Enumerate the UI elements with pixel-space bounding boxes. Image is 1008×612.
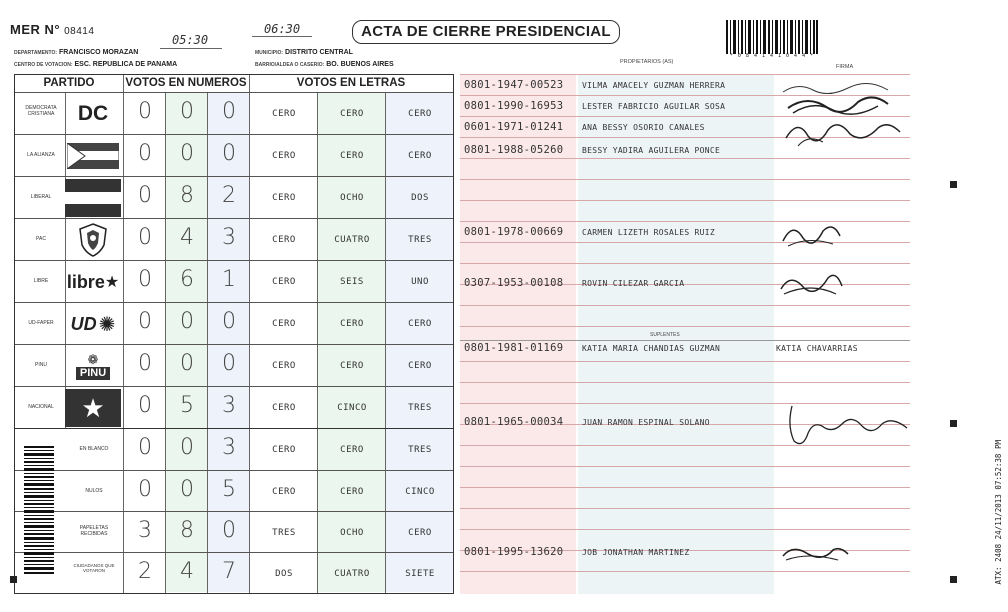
close-time-line (252, 36, 312, 37)
dc-logo: DC (77, 102, 109, 125)
libre-logo: libre ★ (66, 271, 120, 292)
member-dni: 0307-1953-00108 (464, 277, 564, 289)
members-table (460, 74, 910, 594)
table-row: PAC 0 4 3 CERO CUATRO TRES (15, 218, 453, 260)
table-row: LA ALIANZA 0 0 0 CERO CERO CERO (15, 134, 453, 176)
member-dni: 0801-1995-13620 (464, 546, 564, 558)
centro-row: CENTRO DE VOTACION: ESC. REPUBLICA DE PANAMA (14, 61, 178, 68)
member-dni: 0601-1971-01241 (464, 121, 564, 133)
corner-marker (10, 576, 17, 583)
open-time: 05:30 (172, 33, 209, 47)
timestamp-stamp: ATX: 2408 24/11/2013 07:52:38 PM (994, 440, 1003, 585)
table-row: CIUDADANOS QUE VOTARON 2 4 7 DOS CUATRO SIETE (15, 552, 453, 593)
member-dni: 0801-1981-01169 (464, 342, 564, 354)
mer-number: 08414 (64, 26, 95, 37)
municipio-row: MUNICIPIO: DISTRITO CENTRAL (255, 49, 353, 56)
barrio-row: BARRIO/ALDEA O CASERIO: BO. BUENOS AIRES (255, 61, 394, 68)
signature-scribble (782, 396, 912, 454)
table-row: DEMOCRATA CRISTIANA DC 0 0 0 CERO CERO CERO (15, 92, 453, 134)
table-row: NACIONAL ★ 0 5 3 CERO CINCO TRES (15, 386, 453, 428)
member-name: VILMA AMACELY GUZMAN HERRERA (582, 81, 726, 90)
member-dni: 0801-1965-00034 (464, 416, 564, 428)
table-row: LIBERAL 0 8 2 CERO OCHO DOS (15, 176, 453, 218)
signature-scribble (778, 216, 848, 256)
member-dni: 0801-1947-00523 (464, 79, 564, 91)
side-barcode (24, 446, 54, 576)
votes-table (14, 74, 454, 594)
pinu-logo: ❁ PINU (65, 347, 121, 385)
header-letras: VOTOS EN LETRAS (296, 77, 406, 89)
close-time: 06:30 (264, 22, 301, 36)
corner-marker (950, 181, 957, 188)
member-dni: 0801-1988-05260 (464, 144, 564, 156)
member-name: KATIA MARIA CHANDIAS GUZMAN (582, 344, 721, 353)
member-name: ROVIN CILEZAR GARCIA (582, 279, 685, 288)
table-row: EN BLANCO 0 0 3 CERO CERO TRES (15, 428, 453, 470)
open-time-line (160, 48, 222, 49)
suplente-sig-text: KATIA CHAVARRIAS (776, 344, 858, 353)
liberal-flag-icon (65, 179, 121, 217)
member-dni: 0801-1990-16953 (464, 100, 564, 112)
corner-marker (950, 420, 957, 427)
member-name: BESSY YADIRA AGUILERA PONCE (582, 146, 721, 155)
departamento-row: DEPARTAMENTO: FRANCISCO MORAZAN (14, 49, 139, 56)
barcode (726, 20, 818, 54)
propietarios-label: PROPIETARIOS (AS) (620, 59, 674, 65)
table-row: UD-FAPER UD ✺ 0 0 0 CERO CERO CERO (15, 302, 453, 344)
signature-scribble (776, 264, 846, 304)
header-numeros: VOTOS EN NUMEROS (125, 77, 247, 89)
ud-logo: UD ✺ (70, 313, 116, 336)
nacional-star-icon: ★ (65, 389, 121, 427)
suplentes-label: SUPLENTES (650, 332, 680, 338)
alianza-flag-icon (65, 141, 121, 171)
signature-scribble (778, 540, 858, 568)
table-row: PAPELETAS RECIBIDAS 3 8 0 TRES OCHO CERO (15, 511, 453, 552)
corner-marker (950, 576, 957, 583)
firma-label: FIRMA (836, 64, 854, 70)
header-partido: PARTIDO (43, 77, 95, 89)
barcode-number: * 0 8 4 1 4 1 0 4 4 * (729, 53, 815, 59)
table-row: LIBRE libre ★ 0 6 1 CERO SEIS UNO (15, 260, 453, 302)
member-name: JOB JONATHAN MARTINEZ (582, 548, 690, 557)
page-title: ACTA DE CIERRE PRESIDENCIAL (352, 20, 620, 44)
table-row: PINU ❁ PINU 0 0 0 CERO CERO CERO (15, 344, 453, 386)
member-name: CARMEN LIZETH ROSALES RUIZ (582, 228, 716, 237)
signature-scribble (778, 78, 908, 168)
table-row: NULOS 0 0 5 CERO CERO CINCO (15, 470, 453, 511)
mer-label: MER N° 08414 (10, 22, 95, 37)
member-name: JUAN RAMON ESPINAL SOLANO (582, 418, 710, 427)
member-dni: 0801-1978-00669 (464, 226, 564, 238)
pac-shield-icon (65, 222, 121, 258)
member-name: LESTER FABRICIO AGUILAR SOSA (582, 102, 726, 111)
member-name: ANA BESSY OSORIO CANALES (582, 123, 705, 132)
